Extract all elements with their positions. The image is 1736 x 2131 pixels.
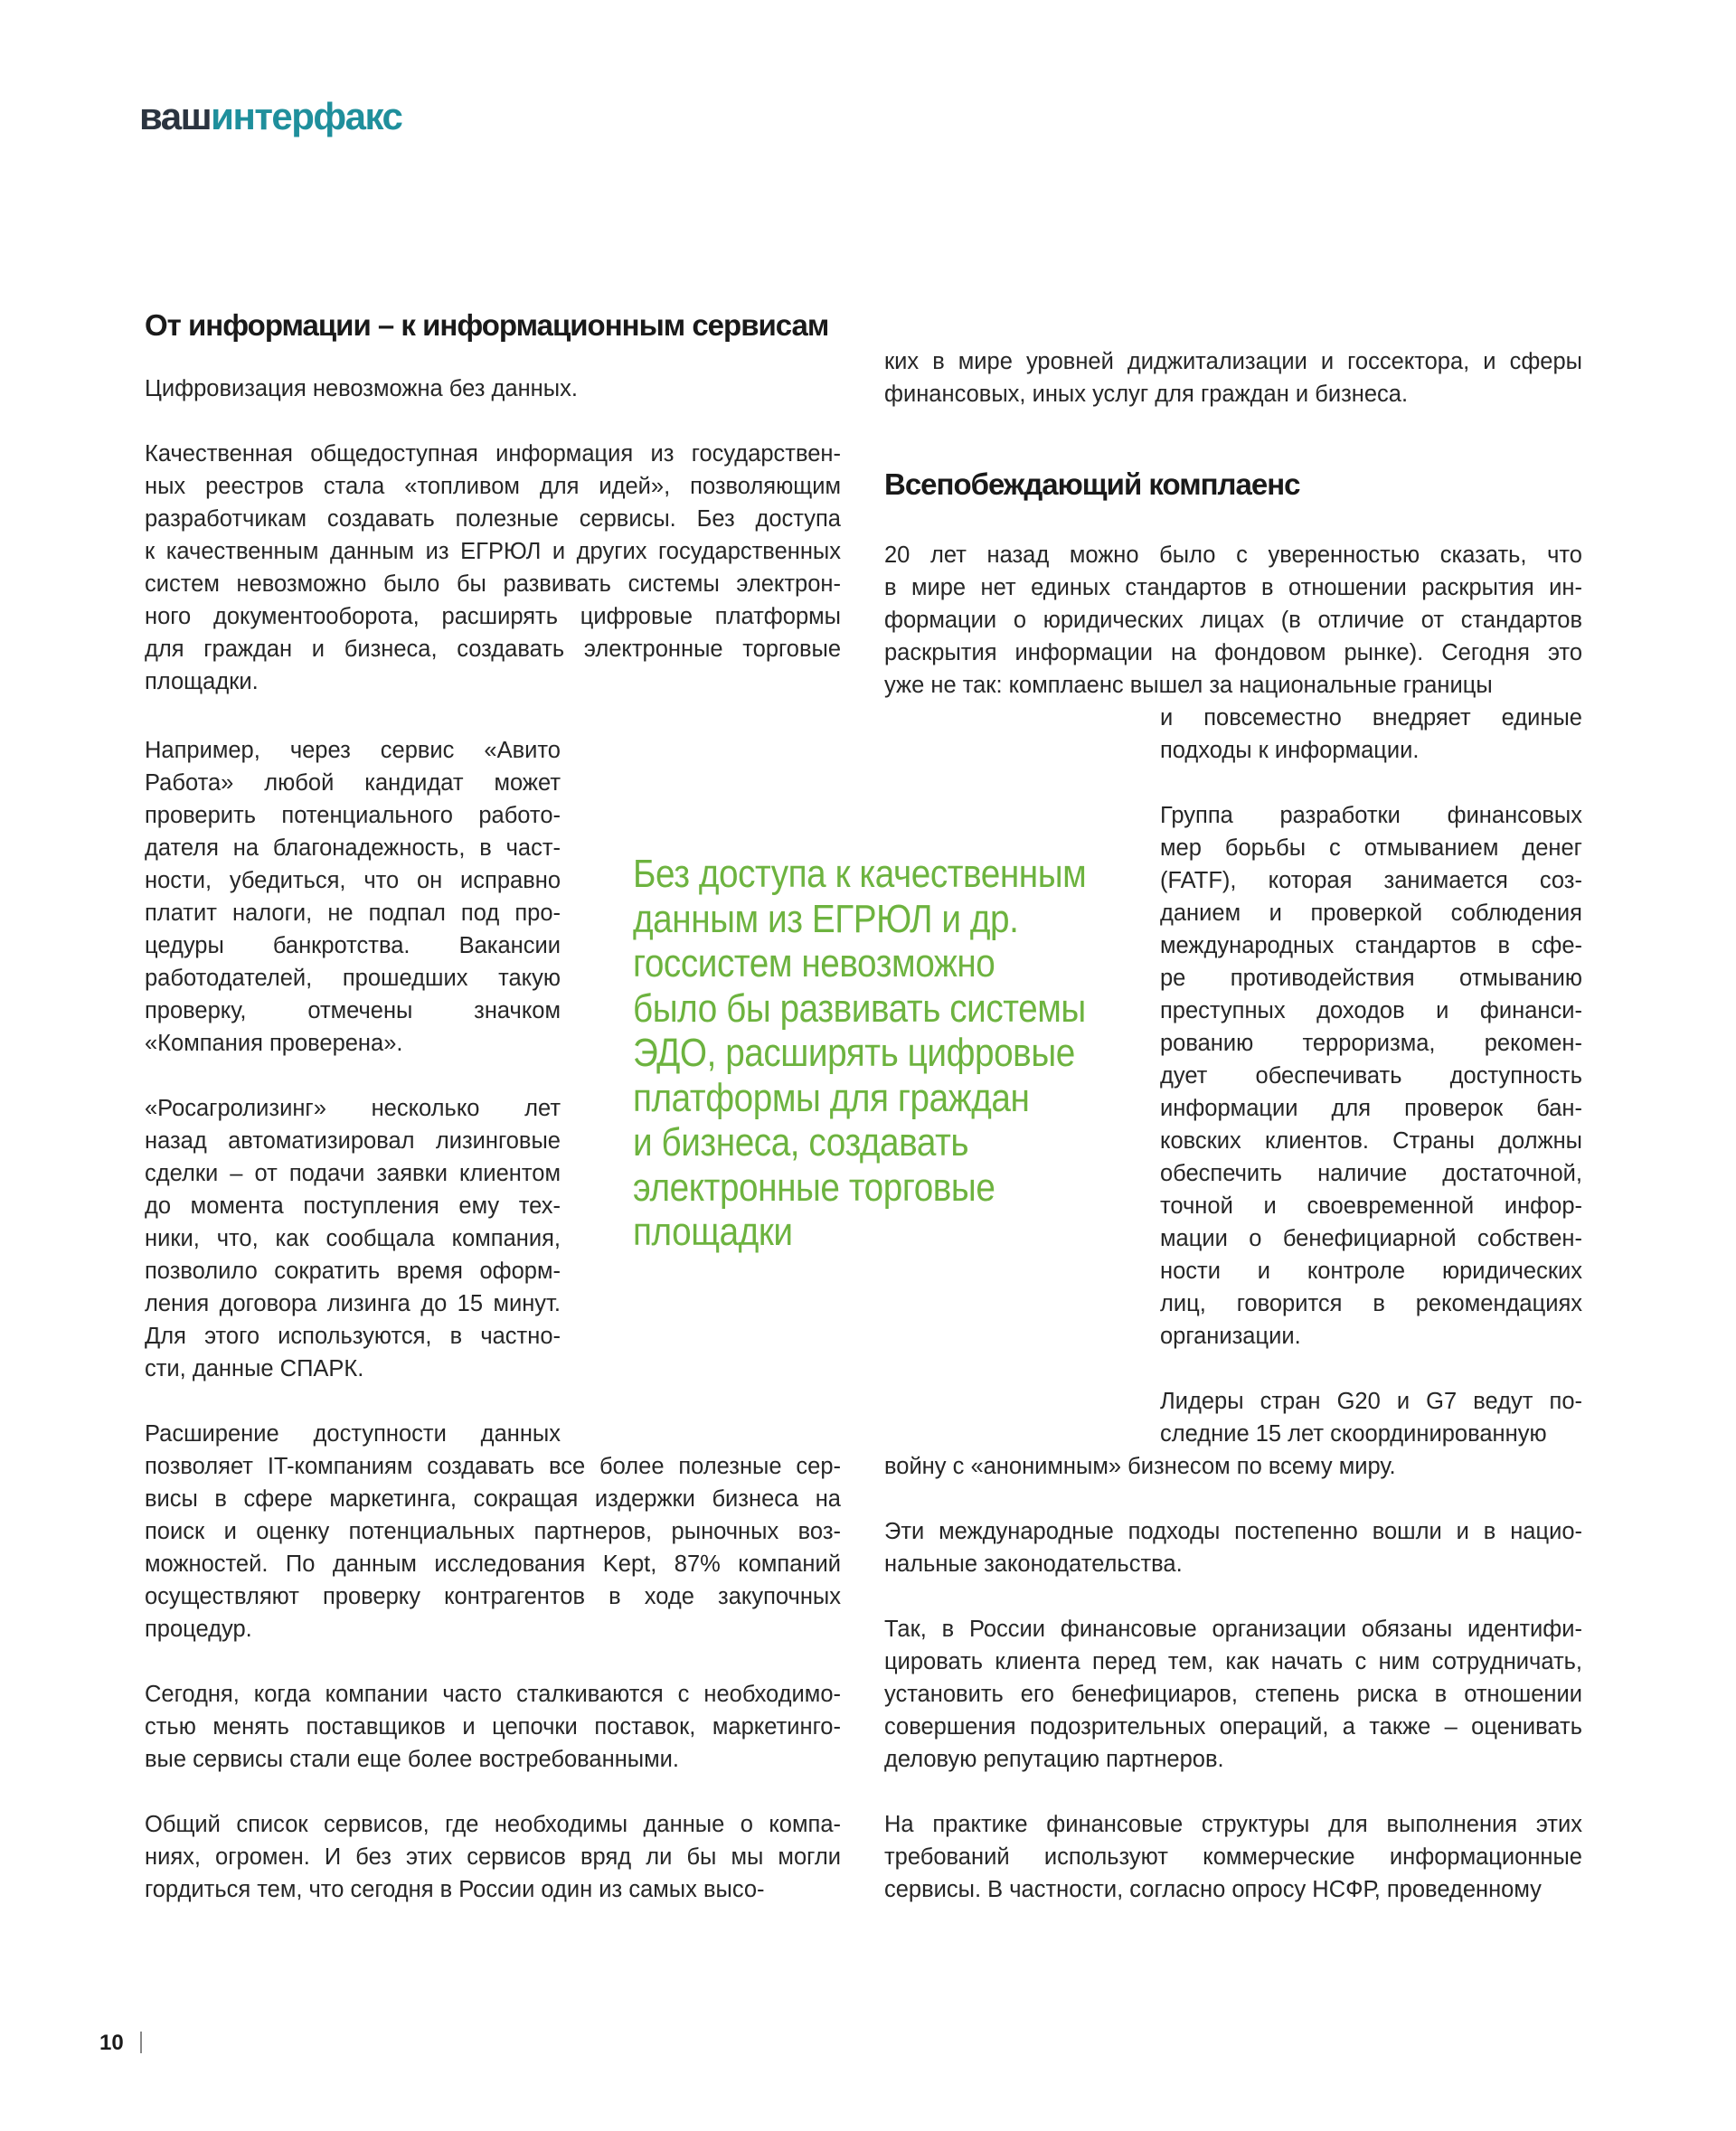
text-line: поиск и оценку потенциальных партнеров, рыночных воз- (145, 1519, 841, 1544)
text-line: сделки – от подачи заявки клиентом (145, 1161, 561, 1186)
text-line: лиц, говорится в рекомендациях (1160, 1291, 1582, 1316)
text-line: платформы для граждан (633, 1075, 1030, 1120)
right-paragraph-6 (884, 1808, 1582, 1906)
text-line: к качественным данным из ЕГРЮЛ и других государственных (145, 539, 841, 564)
text-line: было бы развивать системы (633, 985, 1086, 1031)
text-line: деловую репутацию партнеров. (884, 1747, 1224, 1772)
left-paragraph-5 (145, 1450, 841, 1645)
text-line: гордиться тем, что сегодня в России один из самых высо- (145, 1877, 765, 1902)
text-line: уже не так: комплаенс вышел за национальные границы (884, 673, 1493, 698)
logo-part-interfax: интерфакс (211, 95, 402, 137)
text-line: Группа разработки финансовых (1160, 803, 1582, 828)
logo-part-vash: ваш (139, 95, 212, 137)
right-paragraph-5 (884, 1613, 1582, 1776)
text-line: электронные торговые (633, 1165, 995, 1210)
left-paragraph-1 (145, 372, 841, 405)
text-line: ре противодействия отмыванию (1160, 966, 1582, 991)
left-paragraph-7 (145, 1808, 841, 1906)
text-line: ники, что, как сообщала компания, (145, 1226, 561, 1251)
right-paragraph-3-narrow (1160, 1385, 1582, 1450)
text-line: в мире нет единых стандартов в отношении раскрытия ин- (884, 575, 1582, 600)
text-line: для граждан и бизнеса, создавать электронные торговые (145, 636, 841, 662)
text-line: ЭДО, расширять цифровые (633, 1031, 1075, 1075)
text-line: совершения подозрительных операций, а также – оценивать (884, 1714, 1582, 1740)
text-line: Расширение доступности данных (145, 1421, 561, 1447)
text-line: нальные законодательства. (884, 1551, 1183, 1577)
text-line: стью менять поставщиков и цепочки поставок, маркетинго- (145, 1714, 841, 1740)
section-heading-left: От информации – к информационным сервисам (145, 308, 829, 342)
text-line: рованию терроризма, рекомен- (1160, 1031, 1582, 1056)
logo (139, 95, 402, 137)
text-line: ного документооборота, расширять цифровые платформы (145, 604, 841, 629)
text-line: Сегодня, когда компании часто сталкиваются с необходимо- (145, 1682, 841, 1707)
text-line: установить его бенефициаров, степень риска в отношении (884, 1682, 1582, 1707)
pull-quote (633, 852, 1087, 1255)
text-line: Качественная общедоступная информация из государствен- (145, 441, 841, 467)
right-paragraph-1-tail (1160, 702, 1582, 767)
text-line: мации о бенефициарной собствен- (1160, 1226, 1582, 1251)
text-line: разработчикам создавать полезные сервисы. Без доступа (145, 506, 841, 532)
text-line: данием и проверкой соблюдения (1160, 900, 1582, 926)
text-line: войну с «анонимным» бизнесом по всему миру. (884, 1454, 1396, 1479)
page-number: 10 (99, 2031, 124, 2055)
text-line: Цифровизация невозможна без данных. (145, 376, 578, 401)
text-line: мер борьбы с отмыванием денег (1160, 835, 1582, 861)
text-line: подходы к информации. (1160, 738, 1420, 763)
text-line: Общий список сервисов, где необходимы данные о компа- (145, 1812, 841, 1837)
text-line: позволяет IT-компаниям создавать все более полезные сер- (145, 1454, 841, 1479)
text-line: госсистем невозможно (633, 941, 995, 985)
text-line: ких в мире уровней диджитализации и госсектора, и сферы (884, 349, 1582, 374)
text-line: назад автоматизировал лизинговые (145, 1128, 561, 1154)
right-paragraph-1 (884, 539, 1582, 702)
text-line: требований используют коммерческие информационные (884, 1844, 1582, 1870)
text-line: ления договора лизинга до 15 минут. (145, 1291, 561, 1316)
left-paragraph-2 (145, 438, 841, 698)
text-line: и повсеместно внедряет единые (1160, 705, 1582, 731)
text-line: международных стандартов в сфе- (1160, 933, 1582, 958)
text-line: до момента поступления ему тех- (145, 1193, 561, 1219)
text-line: дателя на благонадежность, в част- (145, 835, 561, 861)
text-line: проверку, отмечены значком (145, 998, 561, 1023)
text-line: информации для проверок бан- (1160, 1096, 1582, 1121)
text-line: «Компания проверена». (145, 1031, 403, 1056)
left-paragraph-4 (145, 1092, 561, 1385)
text-line: и бизнеса, создавать (633, 1120, 969, 1165)
text-line: Так, в России финансовые организации обязаны идентифи- (884, 1617, 1582, 1642)
text-line: (FATF), которая занимается соз- (1160, 868, 1582, 893)
text-line: формации о юридических лицах (в отличие от стандартов (884, 608, 1582, 633)
text-line: организации. (1160, 1324, 1301, 1349)
text-line: Работа» любой кандидат может (145, 770, 561, 796)
text-line: финансовых, иных услуг для граждан и бизнеса. (884, 382, 1409, 407)
page-number-divider (140, 2032, 142, 2053)
text-line: сервисы. В частности, согласно опросу НСФР, проведенному (884, 1877, 1542, 1902)
text-line: данным из ЕГРЮЛ и др. (633, 896, 1019, 941)
text-line: ковских клиентов. Страны должны (1160, 1128, 1582, 1154)
text-line: проверить потенциального работо- (145, 803, 561, 828)
text-line: позволило сократить время оформ- (145, 1259, 561, 1284)
text-line: осуществляют проверку контрагентов в ходе закупочных (145, 1584, 841, 1609)
text-line: ных реестров стала «топливом для идей», позволяющим (145, 474, 841, 499)
text-line: дует обеспечивать доступность (1160, 1063, 1582, 1089)
right-paragraph-3-wide (884, 1450, 1582, 1483)
text-line: ности, убедиться, что он исправно (145, 868, 561, 893)
text-line: На практике финансовые структуры для выполнения этих (884, 1812, 1582, 1837)
text-line: 20 лет назад можно было с уверенностью сказать, что (884, 542, 1582, 568)
text-line: цедуры банкротства. Вакансии (145, 933, 561, 958)
text-line: сти, данные СПАРК. (145, 1356, 364, 1381)
text-line: систем невозможно было бы развивать системы электрон- (145, 571, 841, 597)
left-paragraph-5-first-line (145, 1418, 561, 1450)
text-line: площадки. (145, 669, 259, 694)
text-line: площадки (633, 1210, 793, 1254)
text-line: процедур. (145, 1617, 252, 1642)
text-line: вые сервисы стали еще более востребованными. (145, 1747, 679, 1772)
text-line: ности и контроле юридических (1160, 1259, 1582, 1284)
text-line: Например, через сервис «Авито (145, 738, 561, 763)
text-line: следние 15 лет скоординированную (1160, 1421, 1547, 1447)
text-line: цировать клиента перед тем, как начать с ним сотрудничать, (884, 1649, 1582, 1674)
text-line: можностей. По данным исследования Kept, 87% компаний (145, 1551, 841, 1577)
right-paragraph-0 (884, 345, 1582, 410)
text-line: точной и своевременной инфор- (1160, 1193, 1582, 1219)
text-line: ниях, огромен. И без этих сервисов вряд ли бы мы могли (145, 1844, 841, 1870)
text-line: Без доступа к качественным (633, 852, 1087, 896)
right-paragraph-2 (1160, 799, 1582, 1353)
text-line: висы в сфере маркетинга, сокращая издержки бизнеса на (145, 1486, 841, 1512)
text-line: преступных доходов и финанси- (1160, 998, 1582, 1023)
left-paragraph-6 (145, 1678, 841, 1776)
text-line: Эти международные подходы постепенно вошли и в нацио- (884, 1519, 1582, 1544)
right-paragraph-4 (884, 1515, 1582, 1580)
text-line: «Росагролизинг» несколько лет (145, 1096, 561, 1121)
text-line: платит налоги, не подпал под про- (145, 900, 561, 926)
text-line: работодателей, прошедших такую (145, 966, 561, 991)
section-heading-right: Всепобеждающий комплаенс (884, 467, 1300, 501)
text-line: Лидеры стран G20 и G7 ведут по- (1160, 1389, 1582, 1414)
text-line: Для этого используются, в частно- (145, 1324, 561, 1349)
text-line: раскрытия информации на фондовом рынке). Сегодня это (884, 640, 1582, 665)
left-paragraph-3 (145, 734, 561, 1060)
text-line: обеспечить наличие достаточной, (1160, 1161, 1582, 1186)
